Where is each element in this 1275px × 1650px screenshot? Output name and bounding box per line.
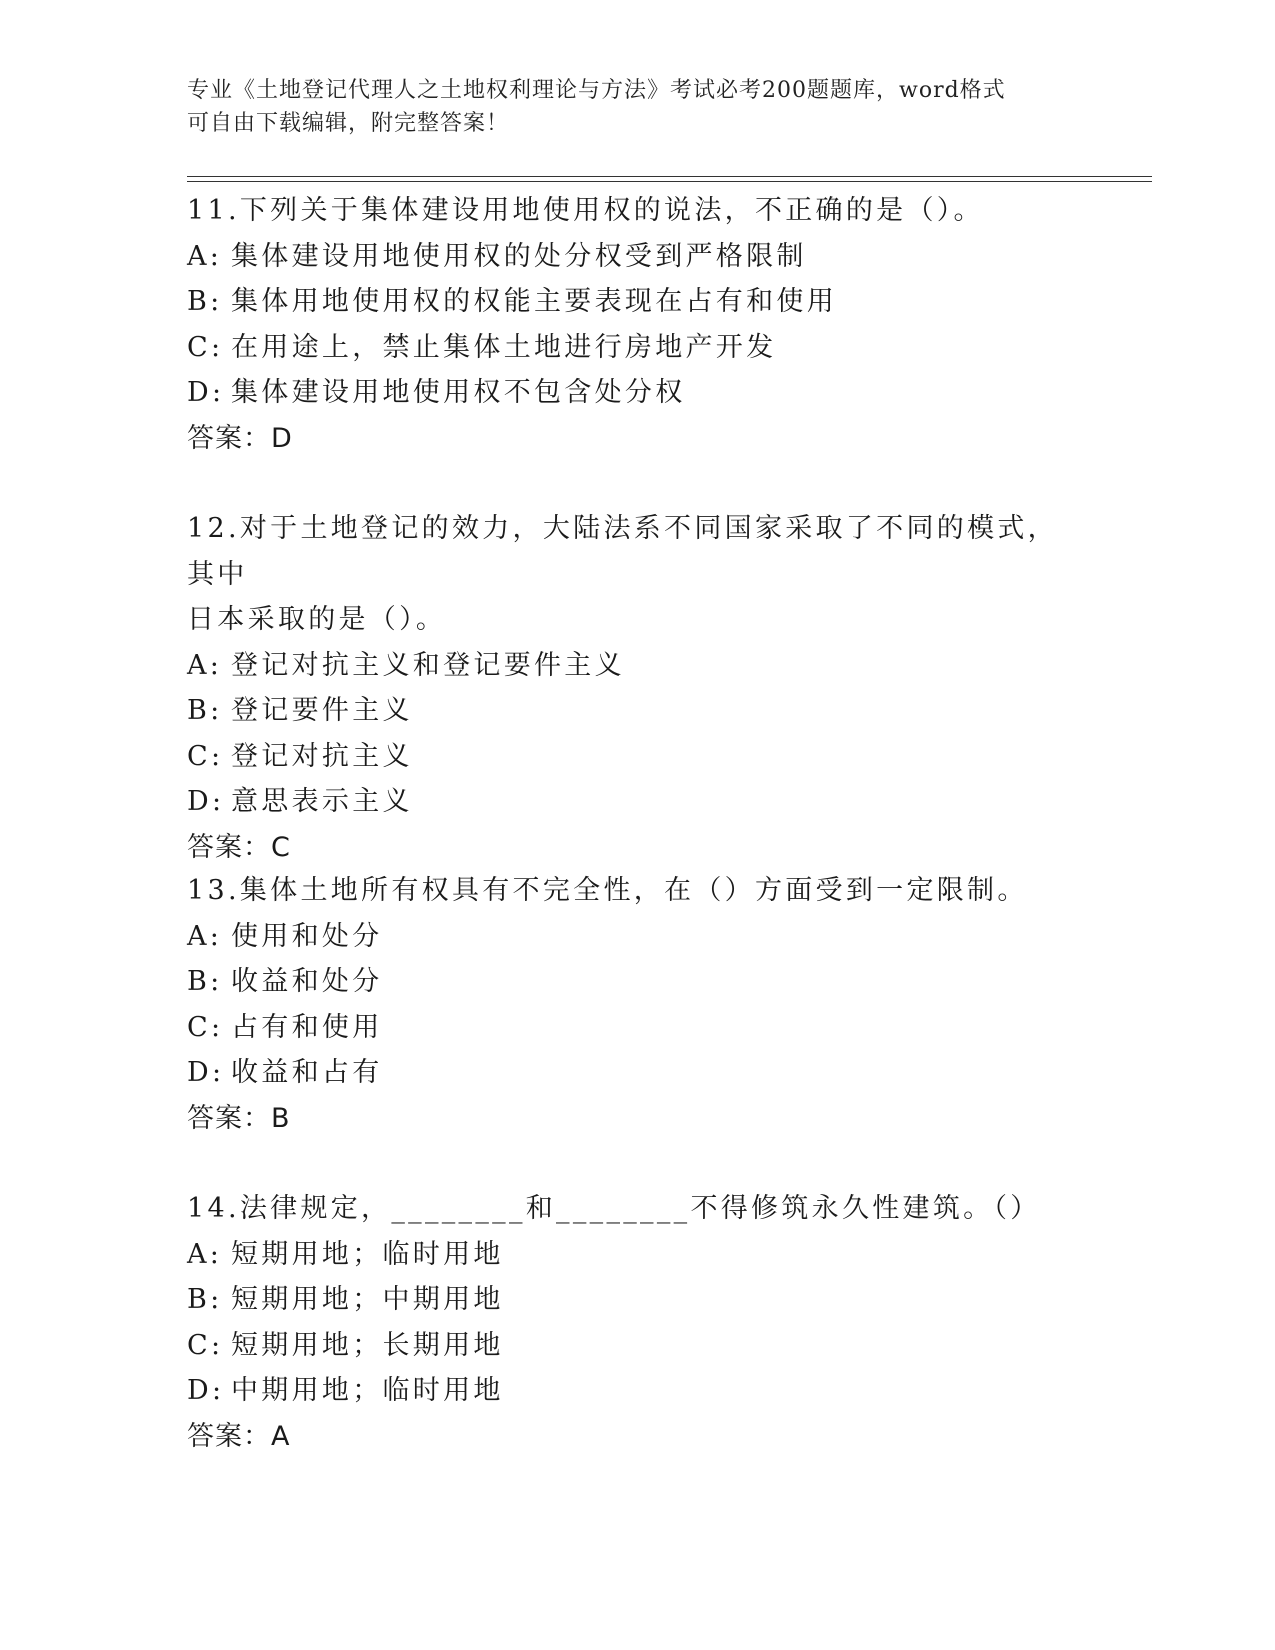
option-label: B: <box>187 695 223 726</box>
option-d <box>187 779 1087 825</box>
header-divider-bottom <box>187 181 1152 182</box>
header-title-line-2: 可自由下载编辑，附完整答案！ <box>187 111 510 136</box>
option-text: 短期用地；长期用地 <box>231 1329 504 1361</box>
option-text: 集体建设用地使用权的处分权受到严格限制 <box>231 240 807 272</box>
option-label: C: <box>187 1011 224 1043</box>
option-label: C: <box>187 1329 224 1361</box>
option-d <box>187 370 1087 416</box>
option-text: 集体用地使用权的权能主要表现在占有和使用 <box>231 286 837 317</box>
option-text: 短期用地；临时用地 <box>231 1238 504 1270</box>
question-title: 14.法律规定，________和________不得修筑永久性建筑。（） <box>187 1193 1041 1224</box>
option-b <box>187 959 1087 1005</box>
question-14 <box>187 1186 1087 1459</box>
option-label: A: <box>187 920 223 952</box>
option-b <box>187 688 1087 734</box>
answer: 答案：B <box>187 1102 291 1134</box>
option-a <box>187 914 1087 960</box>
option-c <box>187 325 1087 371</box>
option-text: 意思表示主义 <box>231 786 413 817</box>
answer: 答案：A <box>187 1420 291 1452</box>
option-text: 中期用地；临时用地 <box>231 1375 504 1406</box>
option-a <box>187 643 1087 689</box>
question-title: 11.下列关于集体建设用地使用权的说法，不正确的是（）。 <box>187 195 984 226</box>
document-header <box>187 74 1067 140</box>
option-b <box>187 279 1087 325</box>
question-title-line-2: 日本采取的是（）。 <box>187 604 447 635</box>
option-b <box>187 1277 1087 1323</box>
option-text: 登记对抗主义 <box>231 740 413 772</box>
option-label: B: <box>187 286 223 317</box>
question-title: 13.集体土地所有权具有不完全性，在（）方面受到一定限制。 <box>187 875 1028 906</box>
answer: 答案：C <box>187 831 291 863</box>
answer: 答案：D <box>187 422 293 454</box>
option-text: 短期用地；中期用地 <box>231 1284 504 1315</box>
header-title-line-1: 专业《土地登记代理人之土地权利理论与方法》考试必考200题题库，word格式 <box>187 78 1006 103</box>
option-label: D: <box>187 786 225 817</box>
question-11 <box>187 188 1087 461</box>
option-text: 在用途上，禁止集体土地进行房地产开发 <box>231 331 777 363</box>
option-text: 登记对抗主义和登记要件主义 <box>231 649 625 681</box>
option-d <box>187 1050 1087 1096</box>
option-c <box>187 1005 1087 1051</box>
option-text: 使用和处分 <box>231 920 383 952</box>
question-12 <box>187 506 1087 870</box>
header-divider-top <box>187 176 1152 177</box>
option-label: D: <box>187 377 225 408</box>
option-text: 收益和占有 <box>231 1057 383 1088</box>
option-label: B: <box>187 1284 223 1315</box>
option-text: 集体建设用地使用权不包含处分权 <box>231 377 686 408</box>
option-c <box>187 734 1087 780</box>
option-label: D: <box>187 1057 225 1088</box>
option-text: 收益和处分 <box>231 966 383 997</box>
option-label: C: <box>187 740 224 772</box>
question-13 <box>187 868 1087 1141</box>
option-label: B: <box>187 966 223 997</box>
option-label: A: <box>187 649 223 681</box>
option-a <box>187 1232 1087 1278</box>
option-label: D: <box>187 1375 225 1406</box>
option-d <box>187 1368 1087 1414</box>
question-title-line-1: 12.对于土地登记的效力，大陆法系不同国家采取了不同的模式，其中 <box>187 513 1058 590</box>
option-label: A: <box>187 1238 223 1270</box>
option-label: A: <box>187 240 223 272</box>
option-a <box>187 234 1087 280</box>
option-text: 登记要件主义 <box>231 695 413 726</box>
option-c <box>187 1323 1087 1369</box>
option-label: C: <box>187 331 224 363</box>
option-text: 占有和使用 <box>231 1011 383 1043</box>
